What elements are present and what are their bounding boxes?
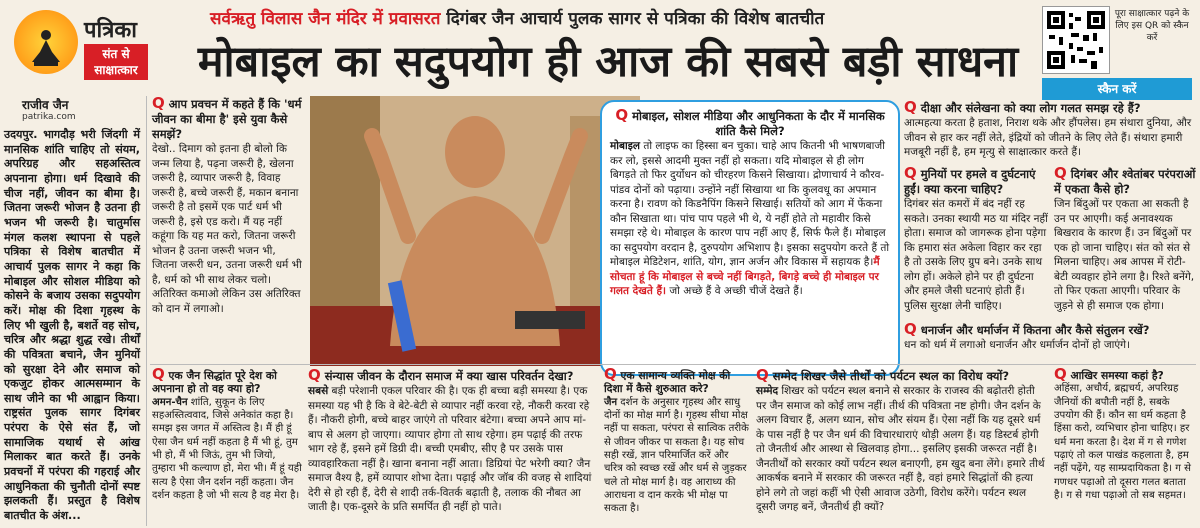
question-text: धनार्जन और धर्मार्जन में कितना और कैसे संतुलन रखें? (920, 323, 1150, 337)
pull-quote: मैं सोचता हूं कि मोबाइल से बच्चे नहीं बिगड़ते, बिगड़े बच्चे ही मोबाइल पर गलत देखते हैं। (610, 256, 880, 297)
answer (308, 384, 598, 515)
answer-lead: जैन (604, 396, 618, 408)
question-text: आप प्रवचन में कहते हैं कि 'धर्म जीवन का बीमा है' इसे युवा कैसे समझें? (152, 97, 302, 141)
question-text: दिगंबर और श्वेतांबर परंपराओं में एकता कैसे हो? (1054, 167, 1196, 196)
author-site: patrika.com (22, 112, 76, 122)
answer: अहिंसा, अचौर्य, ब्रह्मचर्य, अपरिग्रह जैनियों की बपौती नहीं है, सबके उपयोग की हैं। कौन सा धर्म कहता है हिंसा करो, व्यभिचार होना चाहिए। हर धर्म मना करता है। देश में ग से गणेश पढ़ाएं तो कल पाखंड कहलाता है, हम नहीं पढ़ेंगे, यह साम्प्रदायिकता है। ग से गणधर पढ़ाओ तो दूसरा गलत बताता है। ग से गधा पढ़ाओ तो सब सहमत। (1054, 383, 1192, 501)
question-text: मोबाइल, सोशल मीडिया और आधुनिकता के दौर में मानसिक शांति कैसे मिले? (632, 109, 885, 138)
answer: जिन बिंदुओं पर एकता आ सकती है उन पर आएगी। कई अनावश्यक बिखराव के कारण हैं। उन बिंदुओं पर एक हो जाना चाहिए। संत को संत से मिलना चाहिए। अब आपस में रोटी-बेटी व्यवहार होने लगा है। रिश्ते बनेंगे, तो फिर एकता आएगी। परिवार के जुड़ने से ही समाज एक होगा। (1054, 198, 1195, 312)
answer: देखो.. दिमाग को इतना ही बोलो कि जन्म लिया है, पढ़ना जरूरी है, खेलना जरूरी है, व्यापार जरूरी है, विवाह जरूरी है, बच्चे जरूरी हैं, मकान बनाना जरूरी है तो इसमें एक पार्ट धर्म भी जरूरी है, इसे एड करो। मैं यह नहीं कहूंगा कि यह मत करो, जितना जरूरी भोजन है उतना जरूरी भजन भी, जितना जरूरी धन, उतना जरूरी धर्म भी है, धर्म को भी साथ लेकर चलो। अतिरिक्त कमाओ लेकिन उस अतिरिक्त को दान में लगाओ। (152, 143, 302, 315)
brand-name: पत्रिका (84, 18, 137, 43)
answer-lead: अमन-चैन (152, 396, 188, 408)
q-marker: Q (615, 106, 629, 124)
kicker-highlight: सर्वऋतु विलास जैन मंदिर में प्रवासरत (210, 9, 441, 29)
qa-block-balance (904, 322, 1196, 353)
scan-button[interactable]: स्कैन करें (1042, 78, 1192, 100)
answer-text: शिखर को पर्यटन स्थल बनाने से सरकार के राजस्व की बढ़ोतरी होती पर जैन समाज को कोई लाभ नहीं। तीर्थ की पवित्रता नष्ट होगी। जैन दर्शन के अलग विचार हैं, अलग ध्यान, सोच और संयम हैं। ऐसा नहीं कि यह दूसरे धर्म के पास नहीं है पर जैन धर्म की विचारधाराएं थोड़ी अलग हैं। यह डिस्टर्ब होगी तो जैनतीर्थ और आस्था से खिलवाड़ होगा... इसलिए इसकी जरूरत नहीं है। जैनतीर्थों को सरकार क्यों पर्यटन स्थल बनाएगी, हम खुद बना लेंगे। हमारे तीर्थ आकर्षक बनाने में सरकार की जरूरत नहीं है, वहां हमारे सिद्धांतों की हत्या होने लगे तो जहां कहीं भी ऐसी आवाज उठेगी, विरोध करेंगे। पर्यटन स्थल दूसरी जगह बनें, जैनतीर्थ ही क्यों? (756, 385, 1045, 513)
qa-block-attacks (904, 166, 1048, 313)
qa-block-mobile (600, 100, 900, 376)
qa-block-change (308, 368, 598, 515)
intro-paragraph: उदयपुर. भागदौड़ भरी जिंदगी में मानसिक शांति चाहिए तो संयम, अपरिग्रह और सहअस्तित्व अपनाना होगा। धर्म दिखावे की चीज नहीं, जीवन का बीमा है। जितना जरूरी भोजन है उतना ही भजन भी जरूरी है। चातुर्मास मंगल कलश स्थापना से पहले पत्रिका से विशेष बातचीत में आचार्य पुलक सागर ने कहा कि मोबाइल और सोशल मीडिया को कोसने के बजाय उसका सदुपयोग करें। मोक्ष की दिशा गृहस्थ के लिए भी खुली है, बशर्ते वह सोच, चरित्र और श्रद्धा शुद्ध रखे। तीर्थों की पवित्रता बचाने, जैन मुनियों को सुरक्षा देने और समाज को एकजुट होकर आत्मसम्मान के साथ जीने का भी आह्वान किया। राष्ट्रसंत पुलक सागर दिगंबर परंपरा के ऐसे संत हैं, जो सामाजिक यथार्थ से आंख मिलाकर बात करते हैं। उनके प्रवचनों में परंपरा की गहराई और आधुनिकता की चुनौती दोनों स्पष्ट झलकती हैं। प्रस्तुत है विशेष बातचीत के अंश... (4, 128, 140, 523)
meditating-figure-icon (28, 28, 64, 68)
column-divider (146, 96, 147, 526)
answer-lead: मोबाइल (610, 140, 640, 152)
question-text: सम्मेद शिखर जैसे तीर्थों को पर्यटन स्थल का विरोध क्यों? (772, 369, 1010, 383)
question (604, 365, 750, 396)
q-marker: Q (1054, 365, 1067, 383)
question-text: दीक्षा और संलेखना को क्या लोग गलत समझ रहे हैं? (920, 101, 1141, 115)
acharya-illustration (310, 96, 640, 366)
question-text: आखिर समस्या कहां है? (1070, 369, 1164, 382)
answer (604, 396, 750, 516)
answer: आत्महत्या करता है हताश, निराश थके और हौंपलेस। हम संथारा दुनिया, और जीवन से हार कर नहीं लेते, इंद्रियों को जीतने के लिए लेते हैं। संथारा हमारी मजबूरी नहीं है, हम मृत्यु से साक्षात्कार करते हैं। (904, 117, 1192, 158)
question-text: एक जैन सिद्धांत पूरे देश को अपनाना हो तो वह क्या हो? (152, 369, 277, 396)
answer-text: तो लाइफ का हिस्सा बन चुका। चाहे आप कितनी भी भाषणबाजी कर लो, इससे आदमी मुक्त नहीं हो सकता। यदि मोबाइल से ही लोग बिगड़ते तो फिर दुर्योधन को चीरहरण किसने सिखाया। द्रोणाचार्य ने कौरव-पांडव दोनों को पढ़ाया। उन्होंने नहीं सिखाया था कि कुलवधू का अपमान करना है। रावण को किडनैपिंग किसने सिखाई। सतियों को आग में फेंकना कौन सिखाता था। पांच पाप पहले भी थे, ये नहीं होते तो महावीर किसे समझा रहे थे। मोबाइल के कारण पाप नहीं आए हैं, सिर्फ फैले हैं। मोबाइल का सदुपयोग वरदान है, दुरुपयोग अभिशाप है। इसका सदुपयोग करते हैं तो मोबाइल मेडिटेशन, शांति, योग, ज्ञान अर्जन और विकास में सहायक है। (610, 140, 890, 268)
question (1054, 166, 1196, 197)
question (308, 368, 598, 384)
answer-lead: सबसे (308, 385, 329, 397)
question (1054, 365, 1196, 383)
q-marker: Q (756, 366, 769, 384)
answer: धन को धर्म में लगाओ धनार्जन और धर्मार्जन दोनों हो जाएंगे। (904, 339, 1131, 351)
q-marker: Q (1054, 164, 1067, 182)
question (610, 108, 890, 139)
author-byline: राजीव जैन (22, 98, 69, 112)
qa-block-diksha (904, 100, 1194, 160)
q-marker: Q (904, 164, 917, 182)
answer-text: शांति, सुकून के लिए सहअस्तित्ववाद, जिसे अनेकांत कहा है। समझ इस जगत में अस्तित्व है। मैं ही हूं ऐसा जैन धर्म नहीं कहता है मैं भी हूं, तुम भी हो, मैं भी जिऊं, तुम भी जियो, तुम्हारा भी कल्याण हो, मेरा भी। मैं हूं यही सत्य है ऐसा जैन दर्शन नहीं कहता। जैन दर्शन कहता है जो भी सत्य है वह मेरा है। (152, 396, 302, 501)
answer (610, 139, 890, 299)
patrika-logo (6, 4, 146, 92)
question-text: संन्यास जीवन के दौरान समाज में क्या खास परिवर्तन देखा? (324, 369, 574, 383)
q-marker: Q (152, 94, 165, 112)
q-marker: Q (904, 320, 917, 338)
qa-block-unity (1054, 166, 1196, 313)
kicker-rest: दिगंबर जैन आचार्य पुलक सागर से पत्रिका की विशेष बातचीत (440, 9, 825, 29)
headline-kicker (210, 6, 824, 29)
q-marker: Q (904, 98, 917, 116)
section-tag: संत से साक्षात्कार (84, 44, 148, 80)
question-text: एक सामान्य व्यक्ति मोक्ष की दिशा में कैसे शुरुआत करे? (604, 369, 731, 396)
answer-text: बड़ी परेशानी एकल परिवार की है। एक ही बच्चा बड़ी समस्या है। एक समस्या यह भी है कि वे बेटे-बेटी से व्यापार नहीं करवा रहे, नौकरी करवा रहे हैं। नौकरी होगी, बच्चे बाहर जाएंगे तो परिवार बंटेगा। बच्चा अपने आप मां-बाप से अलग हो जाएगा। व्यापार होगा तो साथ रहेगा। हम पढ़ाई की तरफ भाग रहे हैं, इसने हमें डिग्री दी। बच्ची एमबीए, सीए है पर उसके पास व्यावहारिकता नहीं है। खाना बनाना नहीं आता। डिग्रियां पेट भरेगी क्या? जैन समाज वैश्य है, हमें व्यापार शोभा देता। पढ़ाई और जॉब की वजह से शादियां देरी से हो रही हैं, देरी से शादी तर्क-वितर्क बढ़ाती है, तलाक की नौबत आ जाती है। एक-दूसरे के प्रति समर्पित ही नहीं हो पाते। (308, 385, 592, 513)
question (904, 100, 1194, 116)
question (152, 96, 302, 142)
answer (756, 384, 1048, 515)
qr-code-icon[interactable] (1042, 6, 1110, 74)
photo-acharya (310, 96, 640, 366)
answer: दिगंबर संत कमरों में बंद नहीं रह सकते। उनका स्थायी मठ या मंदिर नहीं होता। समाज को जागरूक होना पड़ेगा कि हमारा संत अकेला विहार कर रहा है तो उसके लिए ग्रुप बने। उनके साथ लोग हों। अकेले होने पर ही दुर्घटना और हमले जैसी घटनाएं होती हैं। पुलिस सुरक्षा लेनी चाहिए। (904, 198, 1048, 312)
q-marker: Q (152, 365, 165, 383)
question (904, 166, 1048, 197)
answer-text: दर्शन के अनुसार गृहस्थ और साधु दोनों का मोक्ष मार्ग है। गृहस्थ सीधा मोक्ष नहीं पा सकता, परंपरा से सात्विक तरीके से जीवन जीकर पा सकता है। यह सोच सही रखें, ज्ञान परिमार्जित करें और चरित्र को स्वच्छ रखें और धर्म से जुड़कर चले तो मोक्ष मार्ग है। वह आराध्य की आराधना व दान करके भी मोक्ष पा सकता है। (604, 396, 749, 515)
answer (152, 396, 302, 503)
page-headline: मोबाइल का सदुपयोग ही आज की सबसे बड़ी साधना (197, 37, 1019, 87)
question (904, 322, 1196, 338)
qa-block-problem (1054, 365, 1196, 502)
answer-lead: सम्मेद (756, 385, 779, 397)
qr-instruction: पूरा साक्षात्कार पढ़ने के लिए इस QR को स्कैन करें (1114, 9, 1190, 43)
qa-block-principle (152, 365, 302, 502)
qa-block-sammed-shikhar (756, 368, 1048, 515)
question (756, 368, 1048, 384)
q-marker: Q (604, 365, 617, 383)
row-divider (150, 364, 1196, 365)
q-marker: Q (308, 366, 321, 384)
qa-block-moksha (604, 365, 750, 516)
question (152, 365, 302, 396)
question-text: मुनियों पर हमले व दुर्घटनाएं हुईं। क्या करना चाहिए? (904, 167, 1036, 196)
answer-tail: जो अच्छे हैं वे अच्छी चीजें देखते हैं। (666, 285, 803, 297)
